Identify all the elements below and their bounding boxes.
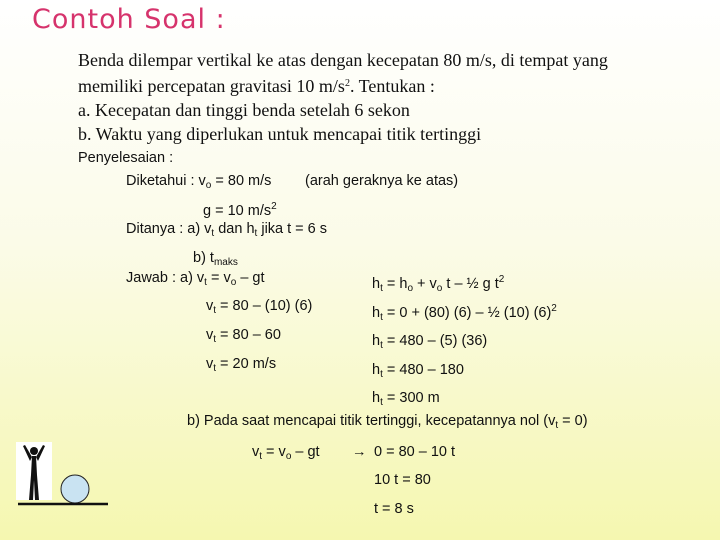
height-step-2: $h_t = 480 - (5)$ (36) — [372, 333, 488, 351]
height-formula: $h_t = h_o + v_o$ t – ½ g $t^2$ — [372, 274, 505, 294]
part-b-result: t = 8 s — [374, 501, 414, 517]
ball-icon — [61, 475, 89, 503]
problem-line-2: memiliki percepatan gravitasi 10 $m/s^2$. Tentukan : — [78, 76, 435, 96]
problem-item-a: a. Kecepatan dan tinggi benda setelah 6 sekon — [78, 100, 410, 120]
height-step-1: $h_t = 0 + (80)$ (6) – ½ (10) $(6)^2$ — [372, 303, 557, 323]
slide-title: Contoh Soal : — [32, 4, 226, 35]
answer-velocity-formula: Jawab : a) $v_t = v_o$ – gt — [126, 270, 265, 288]
solution-heading: Penyelesaian : — [78, 150, 174, 166]
part-b-formula: $v_t = v_o$ – gt — [252, 444, 320, 462]
part-b-step-1: 0 = 80 – 10 t — [374, 444, 456, 460]
motion-direction-note: (arah geraknya ke atas) — [305, 173, 459, 189]
velocity-step-2: $v_t = 80 - 60$ — [206, 327, 281, 345]
part-b-statement: b) Pada saat mencapai titik tertinggi, kecepatannya nol $(v_t = 0)$ — [187, 413, 588, 431]
given-gravity: g = 10 $m/s^2$ — [203, 201, 277, 219]
part-b-step-2: 10 t = 80 — [374, 472, 431, 488]
problem-statement — [78, 48, 608, 146]
asked-part-b: b) $t_{maks}$ — [193, 250, 238, 268]
illustration — [16, 442, 111, 508]
height-result: $h_t = 300$ m — [372, 390, 440, 408]
arrow-icon: → — [352, 444, 367, 460]
asked-part-a: Ditanya : a) $v_t$ dan $h_t$ jika t = 6 s — [126, 221, 328, 239]
height-step-3: $h_t = 480 - 180$ — [372, 362, 464, 380]
illustration-svg — [16, 442, 111, 508]
problem-line-1: Benda dilempar vertikal ke atas dengan kecepatan 80 m/s, di tempat yang — [78, 50, 608, 70]
problem-item-b: b. Waktu yang diperlukan untuk mencapai titik tertinggi — [78, 124, 482, 144]
velocity-result: $v_t = 20$ m/s — [206, 356, 277, 374]
velocity-step-1: $v_t = 80 - (10)$ (6) — [206, 298, 313, 316]
given-velocity: Diketahui : $v_o = 80$ m/s — [126, 173, 272, 191]
